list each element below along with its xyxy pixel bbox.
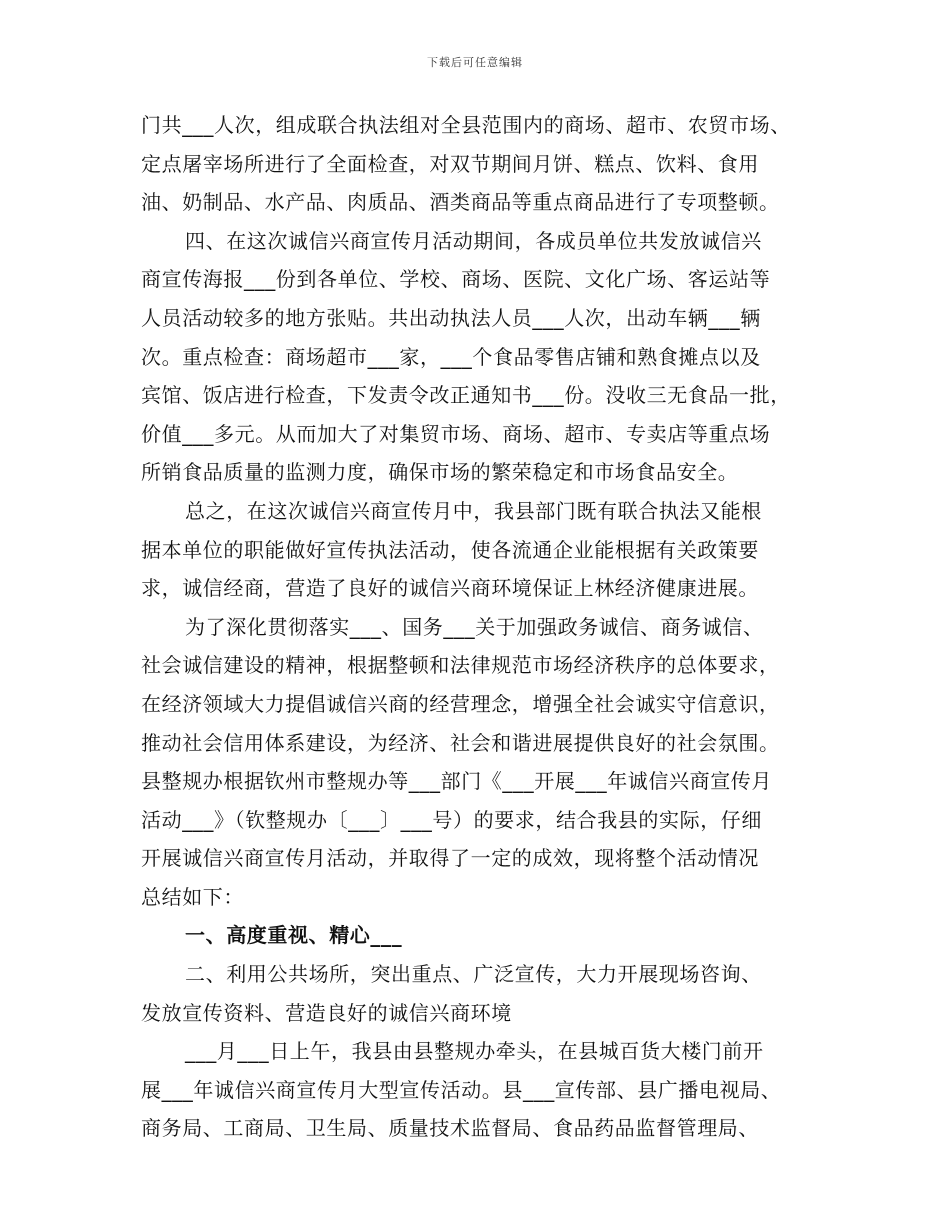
text-line: 次。重点检查：商场超市___家，___个食品零售店铺和熟食摊点以及 [141,344,761,369]
text-line: 县整规办根据钦州市整规办等___部门《___开展___年诚信兴商宣传月 [141,769,772,794]
text-line: ___月___日上午，我县由县整规办牵头，在县城百货大楼门前开 [185,1039,764,1064]
text-line: 据本单位的职能做好宣传执法活动，使各流通企业能根据有关政策要 [141,537,759,562]
text-line: 为了深化贯彻落实___、国务___关于加强政务诚信、商务诚信、 [185,614,764,639]
text-line: 四、在这次诚信兴商宣传月活动期间，各成员单位共发放诚信兴 [185,228,762,253]
document-body [141,106,821,1148]
text-line: 定点屠宰场所进行了全面检查，对双节期间月饼、糕点、饮料、食用 [141,151,759,176]
text-line: 价值___多元。从而加大了对集贸市场、商场、超市、专卖店等重点场 [141,421,771,446]
text-line: 开展诚信兴商宣传月活动，并取得了一定的成效，现将整个活动情况 [141,846,759,871]
text-line: 社会诚信建设的精神，根据整顿和法律规范市场经济秩序的总体要求， [141,653,780,678]
text-line: 所销食品质量的监测力度，确保市场的繁荣稳定和市场食品安全。 [141,460,739,485]
page-header: 下载后可任意编辑 [427,56,523,69]
text-line: 商务局、工商局、卫生局、质量技术监督局、食品药品监督管理局、 [141,1116,759,1141]
text-line: 发放宣传资料、营造良好的诚信兴商环境 [141,1000,512,1025]
text-line: 门共___人次，组成联合执法组对全县范围内的商场、超市、农贸市场、 [141,113,791,137]
text-line: 总之，在这次诚信兴商宣传月中，我县部门既有联合执法又能根 [185,498,762,523]
text-line: 商宣传海报___份到各单位、学校、商场、医院、文化广场、客运站等 [141,267,771,292]
text-line: 推动社会信用体系建设，为经济、社会和谐进展提供良好的社会氛围。 [141,730,780,755]
text-line: 人员活动较多的地方张贴。共出动执法人员___人次，出动车辆___辆 [141,305,761,330]
text-line: 油、奶制品、水产品、肉质品、酒类商品等重点商品进行了专项整顿。 [141,190,780,215]
text-line: 求，诚信经商，营造了良好的诚信兴商环境保证上林经济健康进展。 [141,576,759,601]
text-line: 宾馆、饭店进行检查，下发责令改正通知书___份。没收三无食品一批， [141,383,791,408]
text-line: 总结如下： [141,884,244,909]
text-line: 在经济领域大力提倡诚信兴商的经营理念，增强全社会诚实守信意识， [141,691,780,716]
section-heading: 一、高度重视、精心___ [185,923,403,948]
text-line: 二、利用公共场所，突出重点、广泛宣传，大力开展现场咨询、 [185,962,762,987]
text-line: 活动___》（钦整规办〔___〕___号）的要求，结合我县的实际，仔细 [141,807,762,832]
text-line: 展___年诚信兴商宣传月大型宣传活动。县___宣传部、县广播电视局、 [141,1077,782,1102]
